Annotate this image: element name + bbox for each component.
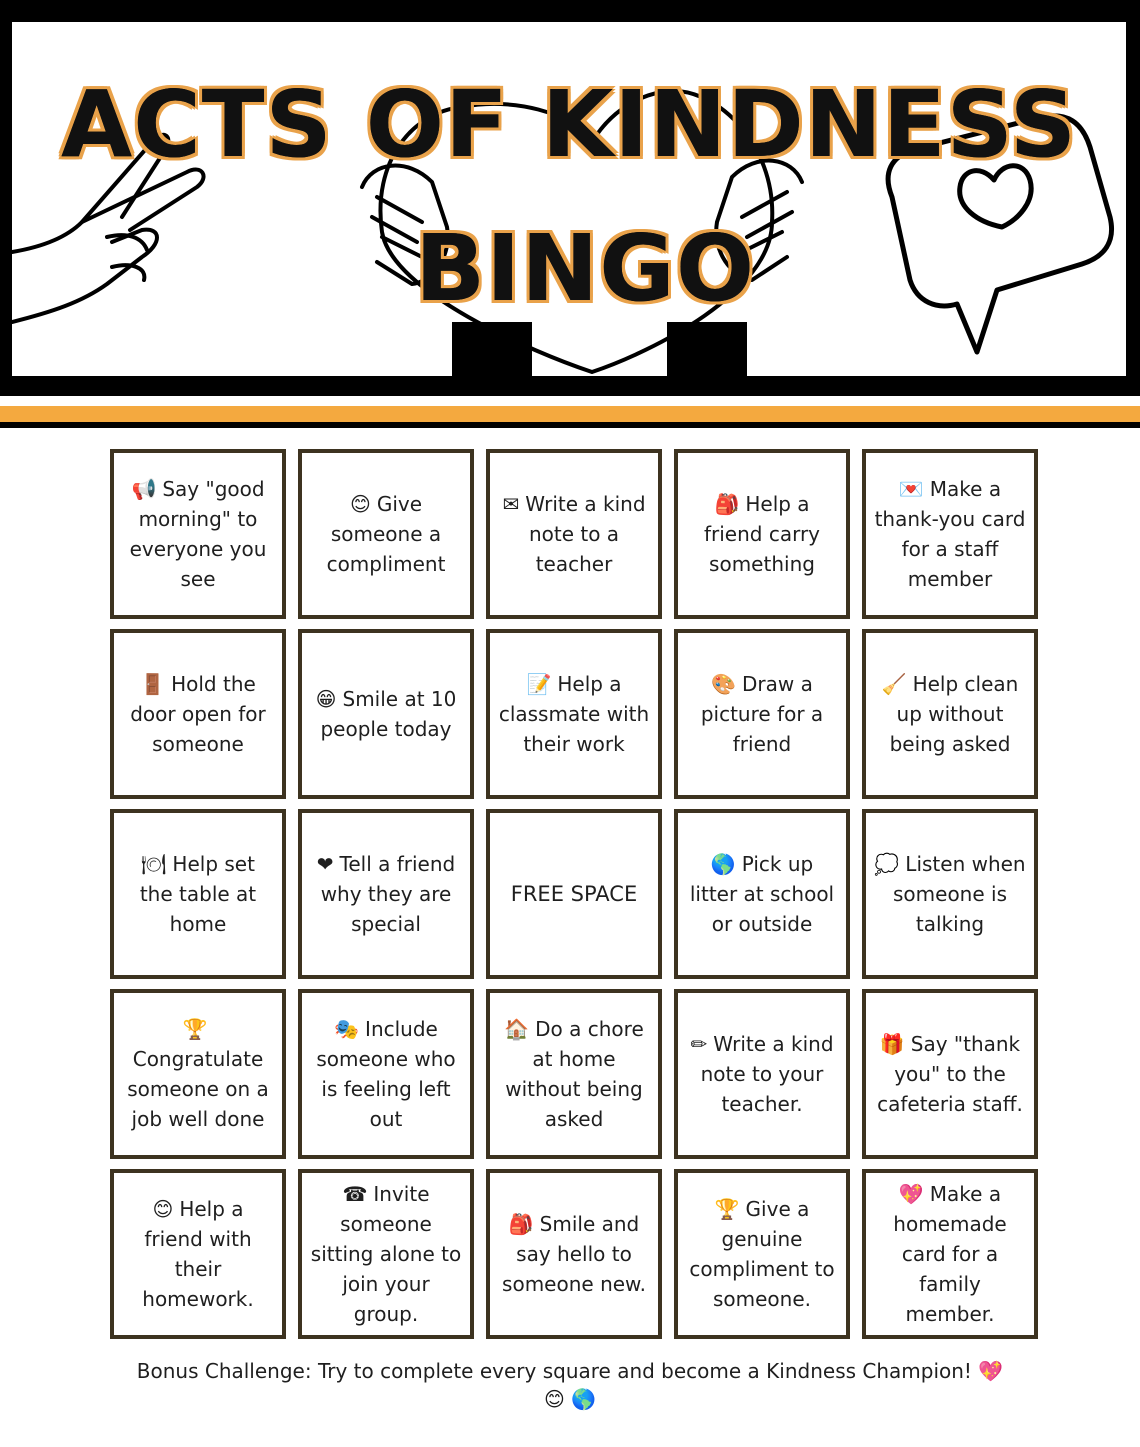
bingo-grid <box>110 449 1036 1339</box>
bingo-cell-content <box>122 849 274 939</box>
bingo-cell-label: FREE SPACE <box>510 882 638 906</box>
door-icon: 🚪 <box>140 672 166 696</box>
bingo-cell-content <box>122 1014 274 1134</box>
bonus-challenge <box>80 1355 1060 1387</box>
page-subtitle: BINGO <box>414 215 756 322</box>
bingo-cell[interactable] <box>862 629 1038 799</box>
plate-icon: 🍽 <box>141 852 167 876</box>
speaker-icon: 📢 <box>131 477 157 501</box>
bingo-cell-label: Help set the table at home <box>139 852 257 936</box>
bag-icon: 🎒 <box>714 492 740 516</box>
bingo-cell-label: Write a kind note to a teacher <box>525 492 646 576</box>
left-sleeve <box>452 322 532 376</box>
peace-hand-icon <box>12 135 204 322</box>
bingo-cell-content <box>686 1194 838 1314</box>
bingo-cell[interactable] <box>486 449 662 619</box>
bingo-cell[interactable] <box>674 989 850 1159</box>
bingo-cell[interactable] <box>862 989 1038 1159</box>
bingo-cell-content <box>310 1014 462 1134</box>
bingo-cell-content <box>686 849 838 939</box>
bingo-cell-label: Make a homemade card for a family member. <box>893 1182 1007 1326</box>
bingo-cell-label: Tell a friend why they are special <box>320 852 456 936</box>
bingo-cell[interactable] <box>110 809 286 979</box>
globe-icon: 🌎 <box>710 852 736 876</box>
bingo-cell-label: Give a genuine compliment to someone. <box>689 1197 835 1311</box>
bingo-cell-content <box>498 489 650 579</box>
bonus-emojis: 😊 🌎 <box>543 1387 597 1411</box>
bingo-cell[interactable] <box>298 809 474 979</box>
free-space-cell[interactable] <box>486 809 662 979</box>
bingo-cell[interactable] <box>862 449 1038 619</box>
bingo-cell[interactable] <box>674 1169 850 1339</box>
bingo-cell[interactable] <box>298 629 474 799</box>
bingo-cell[interactable] <box>110 989 286 1159</box>
bingo-cell-content <box>686 1029 838 1119</box>
speech-bubble-icon: 💭 <box>874 852 900 876</box>
bingo-cell[interactable] <box>110 449 286 619</box>
bingo-cell-content <box>310 849 462 939</box>
gift-icon: 🎁 <box>879 1032 905 1056</box>
bingo-cell-label: Give someone a compliment <box>326 492 446 576</box>
bingo-cell-label: Help a friend carry something <box>703 492 821 576</box>
heart-icon: 💖 <box>978 1359 1004 1383</box>
trophy-icon: 🏆 <box>714 1197 740 1221</box>
telephone-icon: ☎ <box>342 1182 368 1206</box>
bingo-cell[interactable] <box>298 1169 474 1339</box>
bingo-cell-label: Pick up litter at school or outside <box>689 852 835 936</box>
bingo-cell-content <box>874 1029 1026 1119</box>
bingo-cell-label: Smile at 10 people today <box>320 687 457 741</box>
heart-icon: ❤ <box>316 852 334 876</box>
bingo-cell-label: Draw a picture for a friend <box>700 672 824 756</box>
bingo-cell-content <box>686 489 838 579</box>
bingo-cell[interactable] <box>298 449 474 619</box>
bingo-cell-content <box>498 1209 650 1299</box>
bingo-cell-label: Make a thank-you card for a staff member <box>874 477 1026 591</box>
palette-icon: 🎨 <box>711 672 737 696</box>
bingo-cell[interactable] <box>298 989 474 1159</box>
bingo-cell-content <box>310 489 462 579</box>
bingo-cell[interactable] <box>862 1169 1038 1339</box>
bingo-cell-content <box>498 669 650 759</box>
bingo-cell[interactable] <box>486 629 662 799</box>
bingo-cell[interactable] <box>674 629 850 799</box>
envelope-icon: ✉ <box>502 492 520 516</box>
header-banner <box>0 0 1140 396</box>
heart-icon: 💖 <box>898 1182 924 1206</box>
bingo-cell-content <box>310 684 462 744</box>
pencil-icon: ✏ <box>690 1032 708 1056</box>
bingo-cell-label: Smile and say hello to someone new. <box>502 1212 646 1296</box>
grin-icon: 😁 <box>315 687 337 711</box>
bingo-cell-label: Help clean up without being asked <box>889 672 1019 756</box>
bingo-cell-label: Hold the door open for someone <box>130 672 266 756</box>
house-icon: 🏠 <box>504 1017 530 1041</box>
bag-icon: 🎒 <box>508 1212 534 1236</box>
bingo-cell[interactable] <box>486 989 662 1159</box>
bingo-cell-content <box>511 879 637 909</box>
bingo-cell-label: Help a friend with their homework. <box>142 1197 254 1311</box>
black-divider <box>0 422 1140 428</box>
bingo-cell-content <box>874 849 1026 939</box>
bingo-cell-content <box>686 669 838 759</box>
bingo-cell[interactable] <box>486 1169 662 1339</box>
bingo-cell-content <box>310 1179 462 1329</box>
bingo-cell[interactable] <box>674 449 850 619</box>
masks-icon: 🎭 <box>334 1017 360 1041</box>
bingo-cell-content <box>874 1179 1026 1329</box>
bingo-cell-content <box>122 474 274 594</box>
page-title: ACTS OF KINDNESS <box>61 71 1077 178</box>
smiley-icon: 😊 <box>349 492 371 516</box>
bingo-cell-label: Help a classmate with their work <box>498 672 650 756</box>
love-letter-icon: 💌 <box>898 477 924 501</box>
bingo-cell-content <box>122 1194 274 1314</box>
bingo-cell[interactable] <box>110 629 286 799</box>
bingo-cell-label: Congratulate someone on a job well done <box>127 1047 269 1131</box>
bingo-cell-content <box>498 1014 650 1134</box>
bingo-cell-label: Include someone who is feeling left out <box>316 1017 456 1131</box>
bingo-cell-content <box>874 474 1026 594</box>
memo-icon: 📝 <box>526 672 552 696</box>
heart-speech-bubble-icon <box>888 116 1111 352</box>
bingo-cell[interactable] <box>110 1169 286 1339</box>
bingo-cell-content <box>874 669 1026 759</box>
banner-illustration <box>12 22 1126 376</box>
bingo-cell-label: Listen when someone is talking <box>893 852 1026 936</box>
trophy-icon: 🏆 <box>182 1017 208 1041</box>
bingo-cell-label: Say "good morning" to everyone you see <box>129 477 267 591</box>
broom-icon: 🧹 <box>881 672 907 696</box>
bingo-cell[interactable] <box>674 809 850 979</box>
bingo-cell-content <box>122 669 274 759</box>
bingo-cell[interactable] <box>862 809 1038 979</box>
header-banner-inner <box>12 22 1126 376</box>
bonus-text: Bonus Challenge: Try to complete every square and become a Kindness Champion! <box>136 1359 972 1383</box>
bingo-cell-label: Do a chore at home without being asked <box>505 1017 644 1131</box>
smiley-icon: 😊 <box>152 1197 174 1221</box>
bingo-cell-label: Write a kind note to your teacher. <box>700 1032 834 1116</box>
orange-divider <box>0 406 1140 422</box>
right-sleeve <box>667 322 747 376</box>
bingo-cell-label: Say "thank you" to the cafeteria staff. <box>877 1032 1023 1116</box>
bingo-cell-label: Invite someone sitting alone to join your group. <box>310 1182 462 1326</box>
